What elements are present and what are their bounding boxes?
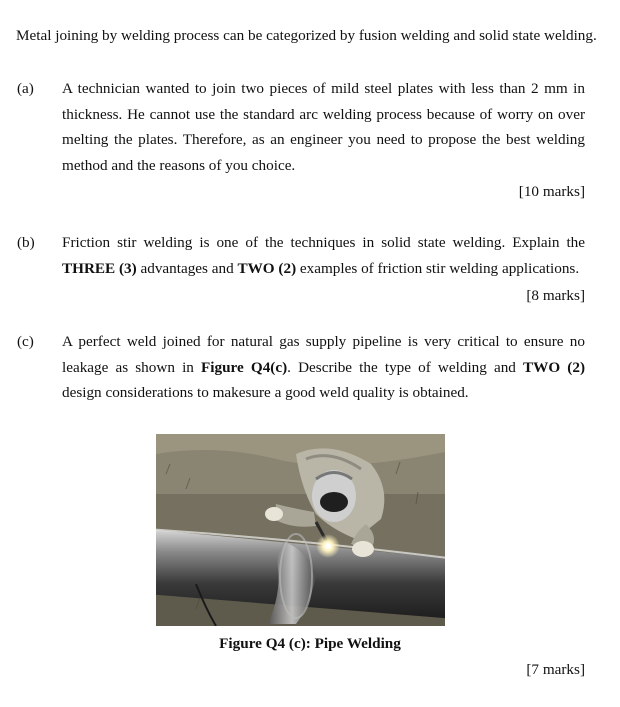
question-c-bold-two: TWO (2) [523, 358, 585, 376]
question-b-text [62, 230, 585, 281]
figure-caption: Figure Q4 (c): Pipe Welding [219, 635, 401, 652]
question-c-bold-figure: Figure Q4(c) [201, 358, 288, 376]
question-a-label: (a) [17, 80, 34, 97]
intro-text: Metal joining by welding process can be categorized by fusion welding and solid state welding. [16, 27, 597, 44]
question-b-bold-two: TWO (2) [237, 259, 297, 277]
question-a-text: A technician wanted to join two pieces of mild steel plates with less than 2 mm in thickness. He cannot use the standard arc welding process because of worry on over melting the plates. Therefore, as an engineer you need to propose the best welding method and the reasons of you choice. [62, 80, 585, 174]
question-c-text [62, 329, 585, 406]
question-c-marks: [7 marks] [526, 661, 585, 678]
pipe-welding-illustration [156, 434, 445, 626]
question-b-marks: [8 marks] [526, 287, 585, 304]
question-b-text-part-2: advantages and [136, 259, 238, 277]
pipe-welding-photo [156, 434, 445, 626]
question-b-text-part-3: examples of friction stir welding applications. [296, 259, 580, 277]
question-b-label: (b) [17, 234, 35, 251]
question-c-text-part-1: A perfect weld joined for natural gas supply pipeline is very critical to ensure no leakage as shown in [62, 333, 585, 376]
question-b-text-part-1: Friction stir welding is one of the techniques in solid state welding. Explain the [62, 234, 585, 251]
question-a-marks: [10 marks] [518, 183, 585, 200]
question-c-label: (c) [17, 333, 34, 350]
question-c-text-part-2: . Describe the type of welding and [287, 358, 524, 376]
question-b-bold-three: THREE (3) [62, 259, 137, 277]
question-c-text-part-3: design considerations to makesure a good weld quality is obtained. [62, 384, 469, 401]
